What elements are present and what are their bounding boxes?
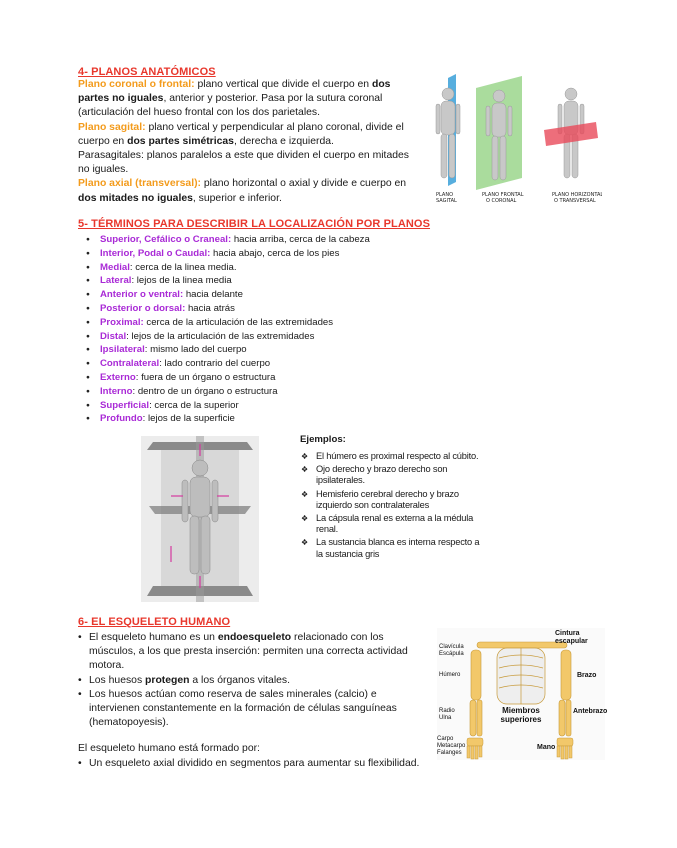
- term-label: Proximal:: [100, 316, 144, 328]
- term-label: Interior, Podal o Caudal:: [100, 247, 211, 259]
- label-horizontal: PLANO HORIZONTAL: [552, 192, 602, 198]
- list-item: [78, 399, 478, 413]
- examples-list: [300, 451, 480, 560]
- term-desc: : cerca de la linea media.: [129, 261, 237, 273]
- list-item: [78, 288, 478, 302]
- list-item: [78, 274, 478, 288]
- list-item: [78, 674, 423, 688]
- list-item: [78, 412, 478, 426]
- b1-bold: endoesqueleto: [217, 632, 292, 643]
- term-desc: : lejos de la superficie: [142, 413, 235, 425]
- term-desc: : lejos de la linea media: [131, 275, 232, 287]
- list-item: • Los huesos actúan como reserva de sales minerales (calcio) e intervienen constantemente en la formación de células sanguíneas (hematopoyesis).: [78, 688, 423, 731]
- list-item: ❖ La cápsula renal es externa a la médula renal.: [300, 513, 480, 535]
- planes-illustration: [426, 74, 602, 212]
- term-desc: : fuera de un órgano o estructura: [135, 371, 276, 383]
- label-sagital-2: SAGITAL: [436, 198, 457, 204]
- label-cintura-escapular: Cintura escapular: [555, 630, 588, 645]
- term-desc: : cerca de la superior: [149, 399, 239, 411]
- label-horizontal-2: O TRANSVERSAL: [554, 198, 596, 204]
- list-item: [78, 302, 478, 316]
- section-terminos: [78, 218, 478, 426]
- list-item: [78, 316, 478, 330]
- list-item: [78, 330, 478, 344]
- term-label: Distal: [100, 330, 127, 342]
- b1-text-1: El esqueleto humano es un: [89, 632, 218, 643]
- list-item: ❖ Ojo derecho y brazo derecho son ipsilaterales.: [300, 464, 480, 486]
- axial-paragraph: [78, 177, 418, 205]
- formed-by-text: El esqueleto humano está formado por:: [78, 743, 260, 755]
- list-item: • Un esqueleto axial dividido en segmentos para aumentar su flexibilidad.: [78, 757, 423, 771]
- coronal-term: Plano coronal o frontal:: [78, 79, 195, 90]
- skeleton-list-2: [78, 757, 423, 771]
- section5-heading: 5- TÉRMINOS PARA DESCRIBIR LA LOCALIZACIÓN POR PLANOS: [78, 218, 431, 230]
- term-desc: hacia delante: [183, 289, 243, 301]
- list-item: ❖ El húmero es proximal respecto al cúbito.: [300, 451, 480, 462]
- body-location-illustration: [141, 436, 259, 602]
- body-location-figure: [141, 436, 259, 602]
- term-label: Externo: [100, 371, 136, 383]
- examples-box: [300, 434, 480, 562]
- term-desc: : lejos de la articulación de las extremidades: [126, 330, 315, 342]
- term-label: Profundo: [100, 413, 143, 425]
- term-desc: hacia arriba, cerca de la cabeza: [231, 234, 370, 245]
- list-item: [78, 233, 478, 247]
- coronal-paragraph: [78, 78, 418, 121]
- label-radio-ulna: Radio Ulna: [439, 708, 455, 721]
- sagital-text-1: plano vertical y perpendicular al plano coronal, divide el cuerpo en: [78, 121, 404, 147]
- skeleton-list-1: [78, 631, 423, 730]
- list-item: ❖ La sustancia blanca es interna respecto a la sustancia gris: [300, 537, 480, 559]
- label-clavicula: Clavícula Escápula: [439, 644, 464, 657]
- sagital-term: Plano sagital:: [78, 121, 146, 133]
- list-item: [78, 385, 478, 399]
- b2-text-2: a los órganos vitales.: [189, 674, 290, 686]
- axial-term: Plano axial (transversal):: [78, 178, 202, 190]
- sagital-paragraph: [78, 121, 418, 149]
- section4-heading: 4- PLANOS ANATÓMICOS: [78, 66, 216, 78]
- label-carpo: Carpo Metacarpo Falanges: [437, 736, 466, 756]
- section-planos-anatomicos: [78, 66, 418, 206]
- term-label: Medial: [100, 261, 130, 273]
- label-miembros-superiores: Miembros superiores: [500, 706, 542, 724]
- term-desc: cerca de la articulación de las extremidades: [143, 316, 334, 328]
- section-esqueleto: [78, 616, 423, 771]
- examples-title: Ejemplos:: [300, 434, 346, 445]
- coronal-text-1: plano vertical que divide el cuerpo en: [194, 79, 372, 90]
- label-mano: Mano: [537, 744, 556, 751]
- term-label: Superficial: [100, 399, 150, 411]
- parasagital-paragraph: Parasagitales: planos paralelos a este que dividen el cuerpo en mitades no iguales.: [78, 150, 409, 176]
- term-desc: : mismo lado del cuerpo: [144, 344, 247, 356]
- term-desc: hacia abajo, cerca de los pies: [210, 247, 340, 259]
- axial-text-1: plano horizontal o axial y divide e cuerpo en: [201, 178, 407, 190]
- term-label: Lateral: [100, 275, 132, 287]
- axial-text-2: , superior e inferior.: [192, 192, 282, 204]
- term-label: Contralateral: [100, 358, 160, 370]
- list-item: [78, 371, 478, 385]
- list-item: [78, 631, 423, 674]
- term-desc: : lado contrario del cuerpo: [159, 358, 271, 370]
- axial-bold: dos mitades no iguales: [78, 192, 193, 204]
- term-label: Posterior o dorsal:: [100, 302, 186, 314]
- list-item: [78, 261, 478, 275]
- term-desc: hacia atrás: [185, 302, 235, 314]
- label-coronal-2: O CORONAL: [486, 198, 517, 204]
- label-sagital: PLANO: [436, 192, 454, 198]
- label-brazo: Brazo: [577, 672, 597, 679]
- term-label: Superior, Cefálico o Craneal:: [100, 234, 232, 245]
- b2-bold: protegen: [145, 674, 190, 686]
- label-humero: Húmero: [439, 672, 461, 678]
- upper-limb-skeleton-figure: [437, 628, 608, 760]
- label-coronal: PLANO FRONTAL: [482, 192, 524, 198]
- coronal-bold: dos partes no iguales: [78, 79, 391, 105]
- b2-text-1: Los huesos: [89, 674, 146, 686]
- list-item: [78, 343, 478, 357]
- term-label: Anterior o ventral:: [100, 289, 184, 301]
- label-antebrazo: Antebrazo: [573, 708, 608, 715]
- anatomical-planes-figure: [426, 74, 602, 212]
- b1-text-2: relacionado con los músculos, a los que presta inserción: permiten una correcta actividad motora.: [89, 632, 408, 672]
- list-item: [78, 357, 478, 371]
- term-label: Interno: [100, 385, 133, 397]
- sagital-bold: dos partes simétricas: [127, 135, 234, 147]
- terms-list: [78, 233, 478, 426]
- term-desc: : dentro de un órgano o estructura: [132, 385, 278, 397]
- sagital-text-2: , derecha e izquierda.: [233, 135, 334, 147]
- term-label: Ipsilateral: [100, 344, 145, 356]
- section6-heading: 6- EL ESQUELETO HUMANO: [78, 616, 231, 628]
- coronal-text-2: , anterior y posterior. Pasa por la sutura coronal (articulación del hueso frontal con los dos parietales.: [78, 93, 383, 119]
- list-item: ❖ Hemisferio cerebral derecho y brazo izquierdo son contralaterales: [300, 489, 480, 511]
- list-item: [78, 247, 478, 261]
